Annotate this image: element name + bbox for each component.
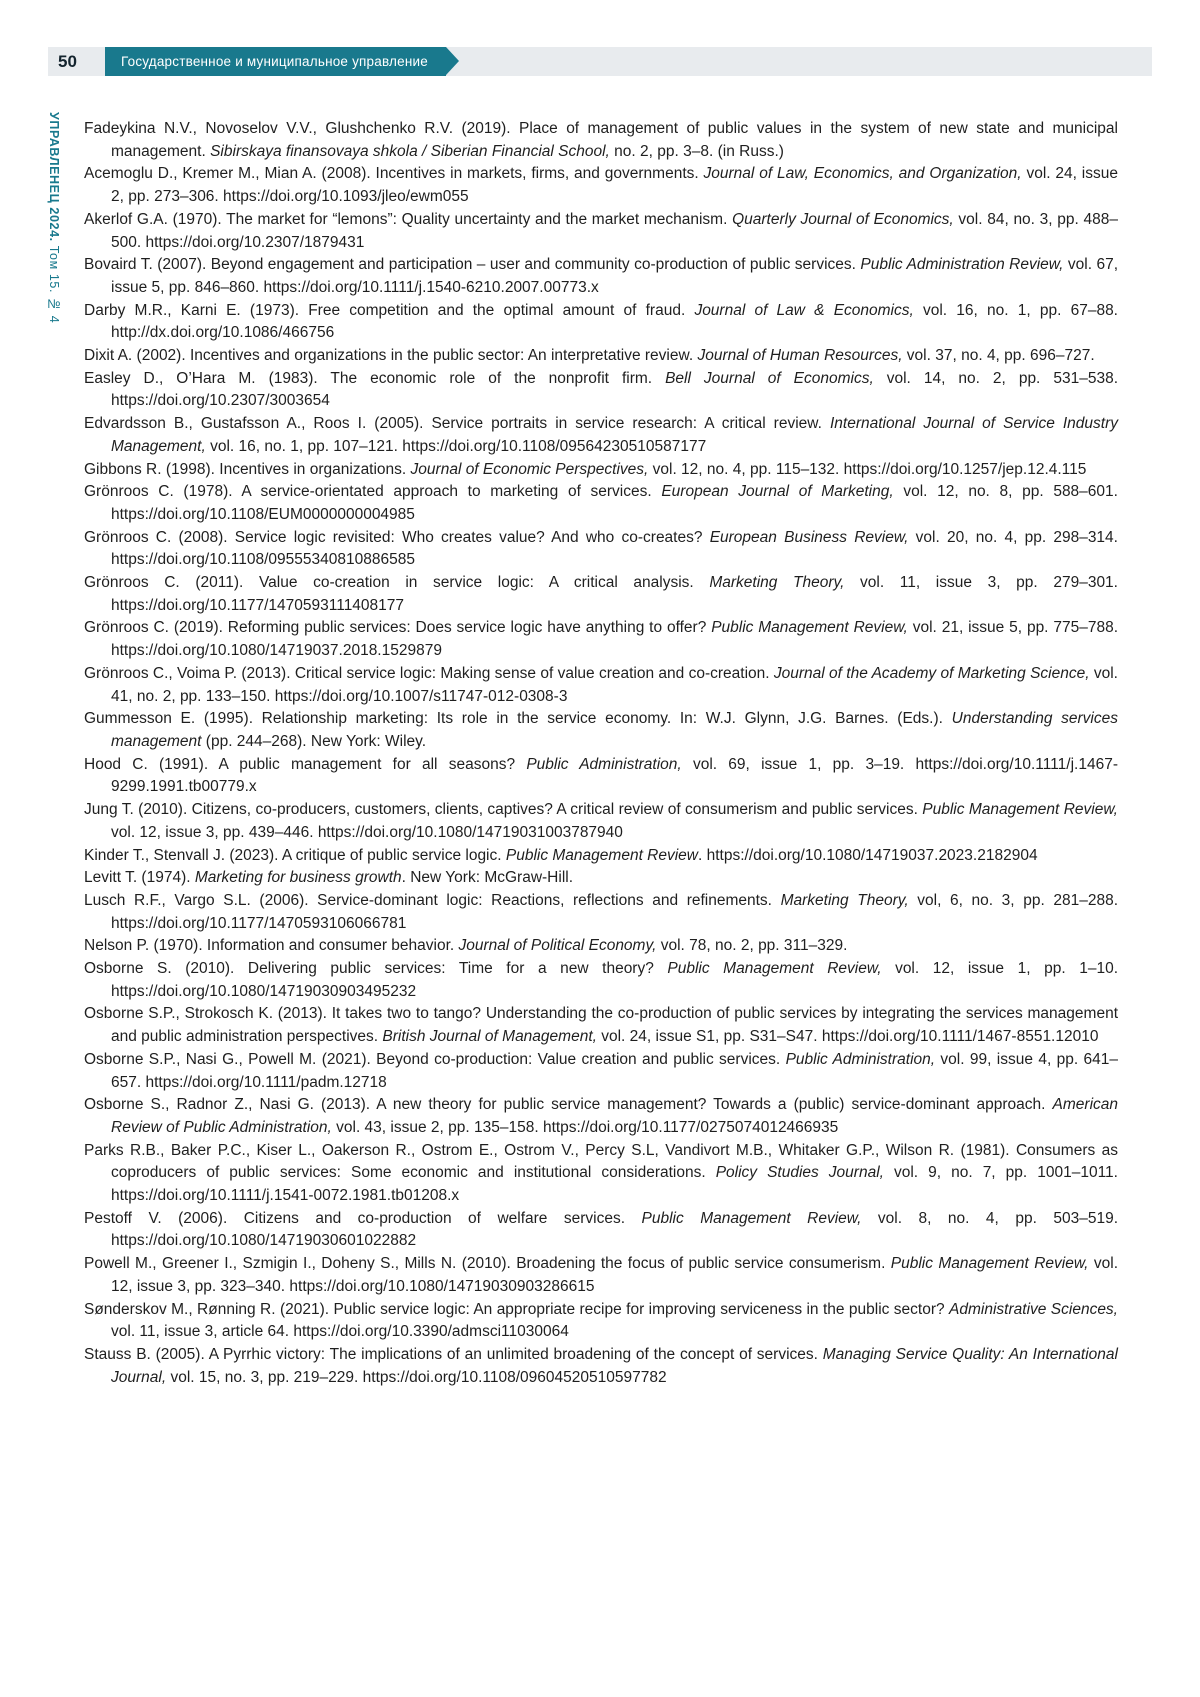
reference-text: Easley D., O’Hara M. (1983). The economic role of the nonprofit firm. (84, 369, 666, 387)
reference-text: vol. 12, no. 4, pp. 115–132. https://doi.org/10.1257/jep.12.4.115 (648, 460, 1087, 478)
reference-source-title: Journal of the Academy of Marketing Science, (773, 664, 1090, 682)
reference-item (84, 799, 1118, 844)
reference-source-title: Public Administration, (785, 1050, 936, 1068)
page-header (48, 47, 1152, 76)
reference-source-title: Managing Service Quality: An International Journal, (111, 1345, 1118, 1386)
reference-text: vol. 11, issue 3, pp. 279–301. https://doi.org/10.1177/1470593111408177 (111, 574, 1118, 614)
reference-text: vol. 78, no. 2, pp. 311–329. (656, 937, 848, 955)
reference-text: Levitt T. (1974). (84, 869, 195, 887)
reference-text: vol. 12, issue 3, pp. 439–446. https://doi.org/10.1080/14719031003787940 (111, 823, 623, 841)
reference-source-title: Journal of Law, Economics, and Organization, (703, 165, 1022, 183)
reference-text: Grönroos C. (2019). Reforming public services: Does service logic have anything to offer? (84, 619, 712, 637)
section-title: Государственное и муниципальное управление (121, 54, 428, 69)
reference-text: vol. 12, issue 1, pp. 1–10. https://doi.org/10.1080/14719030903495232 (111, 960, 1118, 1000)
reference-source-title: British Journal of Management, (382, 1028, 597, 1046)
reference-item (84, 572, 1118, 617)
reference-source-title: Public Management Review, (711, 619, 908, 637)
reference-item (84, 209, 1118, 254)
reference-item (84, 935, 1118, 958)
reference-item (84, 1049, 1118, 1094)
reference-text: Osborne S., Radnor Z., Nasi G. (2013). A new theory for public service management? Towards a (public) service-dominant approach. (84, 1096, 1053, 1114)
reference-item (84, 1094, 1118, 1139)
reference-item (84, 754, 1118, 799)
reference-item (84, 1344, 1118, 1389)
reference-text: vol. 24, issue 2, pp. 273–306. https://doi.org/10.1093/jleo/ewm055 (111, 165, 1118, 206)
reference-text: . New York: McGraw-Hill. (401, 869, 574, 887)
reference-text: vol. 15, no. 3, pp. 219–229. https://doi.org/10.1108/09604520510597782 (166, 1368, 667, 1386)
reference-item (84, 1003, 1118, 1048)
reference-text: Nelson P. (1970). Information and consumer behavior. (84, 937, 459, 955)
reference-source-title: Public Management Review, (641, 1209, 862, 1227)
reference-item (84, 481, 1118, 526)
reference-text: vol. 12, issue 3, pp. 323–340. https://doi.org/10.1080/14719030903286615 (111, 1255, 1119, 1295)
reference-source-title: American Review of Public Administration, (111, 1096, 1118, 1136)
reference-source-title: Public Management Review, (667, 960, 882, 978)
reference-item (84, 1140, 1118, 1208)
reference-source-title: Public Management Review, (890, 1255, 1089, 1273)
reference-item (84, 617, 1118, 662)
reference-text: Dixit A. (2002). Incentives and organizations in the public sector: An interpretative review. (84, 347, 698, 365)
references-list (84, 118, 1118, 1389)
reference-text: Osborne S.P., Nasi G., Powell M. (2021). Beyond co-production: Value creation and public services. (84, 1050, 786, 1068)
reference-source-title: European Business Review, (709, 528, 909, 546)
reference-text: vol. 43, issue 2, pp. 135–158. https://doi.org/10.1177/0275074012466935 (331, 1118, 839, 1136)
reference-text: vol. 16, no. 1, pp. 107–121. https://doi.org/10.1108/09564230510587177 (205, 437, 707, 455)
reference-text: vol. 69, issue 1, pp. 3–19. https://doi.org/10.1111/j.1467-9299.1991.tb00779.x (111, 755, 1118, 796)
reference-text: Sønderskov M., Rønning R. (2021). Public service logic: An appropriate recipe for improving serviceness in the public sector? (84, 1300, 950, 1318)
reference-item (84, 345, 1118, 368)
reference-source-title: Understanding services management (111, 710, 1118, 750)
reference-text: Grönroos C. (2008). Service logic revisited: Who creates value? And who co-creates? (84, 528, 710, 546)
reference-text: Jung T. (2010). Citizens, co-producers, customers, clients, captives? A critical review of consumerism and public services. (84, 801, 923, 819)
reference-text: (pp. 244–268). New York: Wiley. (201, 732, 427, 750)
reference-source-title: Journal of Economic Perspectives, (410, 460, 649, 478)
reference-text: vol, 6, no. 3, pp. 281–288. https://doi.org/10.1177/1470593106066781 (111, 891, 1118, 932)
reference-source-title: Marketing Theory, (780, 891, 909, 909)
reference-item (84, 1253, 1118, 1298)
reference-source-title: Quarterly Journal of Economics, (732, 210, 954, 228)
reference-text: vol. 67, issue 5, pp. 846–860. https://doi.org/10.1111/j.1540-6210.2007.00773.x (111, 256, 1119, 296)
reference-text: Pestoff V. (2006). Citizens and co-production of welfare services. (84, 1209, 642, 1227)
reference-text: vol. 37, no. 4, pp. 696–727. (902, 347, 1095, 365)
reference-text: Grönroos C., Voima P. (2013). Critical service logic: Making sense of value creation and co-creation. (84, 664, 774, 682)
reference-text: Acemoglu D., Kremer M., Mian A. (2008). Incentives in markets, firms, and governments. (84, 165, 704, 183)
reference-text: Grönroos C. (1978). A service-orientated approach to marketing of services. (84, 483, 662, 501)
reference-text: vol. 41, no. 2, pp. 133–150. https://doi.org/10.1007/s11747-012-0308-3 (111, 664, 1118, 705)
reference-item (84, 845, 1118, 868)
reference-text: vol. 8, no. 4, pp. 503–519. https://doi.org/10.1080/14719030601022882 (111, 1209, 1118, 1250)
reference-source-title: Public Management Review, (922, 801, 1118, 819)
reference-text: . https://doi.org/10.1080/14719037.2023.2182904 (698, 846, 1038, 864)
reference-text: vol. 16, no. 1, pp. 67–88. http://dx.doi.org/10.1086/466756 (111, 301, 1118, 342)
issue-info: Том 15. № 4 (47, 241, 61, 324)
reference-source-title: Marketing Theory, (709, 574, 845, 592)
reference-source-title: International Journal of Service Industry Management, (111, 415, 1118, 455)
reference-source-title: Public Administration, (526, 755, 682, 773)
reference-text: Powell M., Greener I., Szmigin I., Doheny S., Mills N. (2010). Broadening the focus of public service consumerism. (84, 1255, 891, 1273)
reference-source-title: Marketing for business growth (194, 869, 402, 887)
journal-name: УПРАВЛЕНЕЦ 2024. (47, 112, 61, 242)
reference-text: vol. 14, no. 2, pp. 531–538. https://doi.org/10.2307/3003654 (111, 369, 1118, 410)
reference-item (84, 300, 1118, 345)
reference-item (84, 118, 1118, 163)
reference-text: Edvardsson B., Gustafsson A., Roos I. (2005). Service portraits in service research: A critical review. (84, 415, 830, 433)
reference-text: Akerlof G.A. (1970). The market for “lemons”: Quality uncertainty and the market mechanism. (84, 210, 733, 228)
reference-source-title: Policy Studies Journal, (715, 1164, 884, 1182)
reference-text: Osborne S.P., Strokosch K. (2013). It takes two to tango? Understanding the co-production of public services by integrating the services management and public administration perspectives. (84, 1005, 1118, 1046)
reference-item (84, 867, 1118, 890)
reference-text: vol. 11, issue 3, article 64. https://doi.org/10.3390/admsci11030064 (111, 1323, 569, 1341)
reference-text: Bovaird T. (2007). Beyond engagement and participation – user and community co-production of public services. (84, 256, 861, 274)
reference-text: vol. 12, no. 8, pp. 588–601. https://doi.org/10.1108/EUM0000000004985 (111, 483, 1118, 523)
reference-item (84, 163, 1118, 208)
reference-source-title: Journal of Law & Economics, (694, 301, 914, 319)
reference-item (84, 663, 1118, 708)
reference-source-title: Administrative Sciences, (949, 1300, 1118, 1318)
reference-text: Hood C. (1991). A public management for all seasons? (84, 755, 527, 773)
reference-text: Gibbons R. (1998). Incentives in organizations. (84, 460, 411, 478)
reference-text: vol. 20, no. 4, pp. 298–314. https://doi.org/10.1108/09555340810886585 (111, 528, 1118, 569)
reference-item (84, 890, 1118, 935)
reference-text: Darby M.R., Karni E. (1973). Free competition and the optimal amount of fraud. (84, 301, 695, 319)
reference-source-title: European Journal of Marketing, (661, 483, 894, 501)
reference-source-title: Sibirskaya finansovaya shkola / Siberian Financial School, (210, 142, 610, 160)
reference-text: Lusch R.F., Vargo S.L. (2006). Service-dominant logic: Reactions, reflections and refinements. (84, 891, 781, 909)
page-number: 50 (58, 51, 77, 71)
reference-text: no. 2, pp. 3–8. (in Russ.) (609, 142, 784, 160)
reference-text: Osborne S. (2010). Delivering public services: Time for a new theory? (84, 960, 668, 978)
journal-issue-sidebar (47, 112, 61, 323)
reference-text: Grönroos C. (2011). Value co-creation in service logic: A critical analysis. (84, 574, 710, 592)
reference-source-title: Journal of Human Resources, (697, 347, 903, 365)
reference-text: Kinder T., Stenvall J. (2023). A critique of public service logic. (84, 846, 506, 864)
reference-item (84, 459, 1118, 482)
reference-item (84, 413, 1118, 458)
reference-text: vol. 9, no. 7, pp. 1001–1011. https://doi.org/10.1111/j.1541-0072.1981.tb01208.x (111, 1164, 1118, 1205)
reference-text: vol. 99, issue 4, pp. 641–657. https://doi.org/10.1111/padm.12718 (111, 1050, 1118, 1091)
reference-text: vol. 84, no. 3, pp. 488–500. https://doi.org/10.2307/1879431 (111, 210, 1118, 251)
reference-text: Gummesson E. (1995). Relationship marketing: Its role in the service economy. In: W.J. Glynn, J.G. Barnes. (Eds.). (84, 710, 952, 728)
reference-text: vol. 24, issue S1, pp. S31–S47. https://doi.org/10.1111/1467-8551.12010 (596, 1028, 1099, 1046)
reference-item (84, 368, 1118, 413)
reference-source-title: Public Administration Review, (860, 256, 1064, 274)
reference-item (84, 958, 1118, 1003)
reference-text: Fadeykina N.V., Novoselov V.V., Glushchenko R.V. (2019). Place of management of public values in the system of new state and municipal management. (84, 120, 1118, 160)
reference-item (84, 527, 1118, 572)
reference-text: Parks R.B., Baker P.C., Kiser L., Oakerson R., Ostrom E., Ostrom V., Percy S.L, Vandivort M.B., Whitaker G.P., Wilson R. (1981). Consumers as coproducers of public services: Some economic and institutional considerations. (84, 1141, 1118, 1182)
reference-item (84, 1299, 1118, 1344)
reference-item (84, 254, 1118, 299)
reference-item (84, 1208, 1118, 1253)
reference-text: vol. 21, issue 5, pp. 775–788. https://doi.org/10.1080/14719037.2018.1529879 (111, 619, 1118, 660)
reference-source-title: Bell Journal of Economics, (665, 369, 874, 387)
reference-source-title: Journal of Political Economy, (458, 937, 657, 955)
reference-source-title: Public Management Review (505, 846, 698, 864)
reference-item (84, 708, 1118, 753)
section-header-bar (105, 47, 446, 76)
reference-text: Stauss B. (2005). A Pyrrhic victory: The implications of an unlimited broadening of the concept of services. (84, 1345, 823, 1363)
arrow-right-icon (446, 47, 459, 75)
